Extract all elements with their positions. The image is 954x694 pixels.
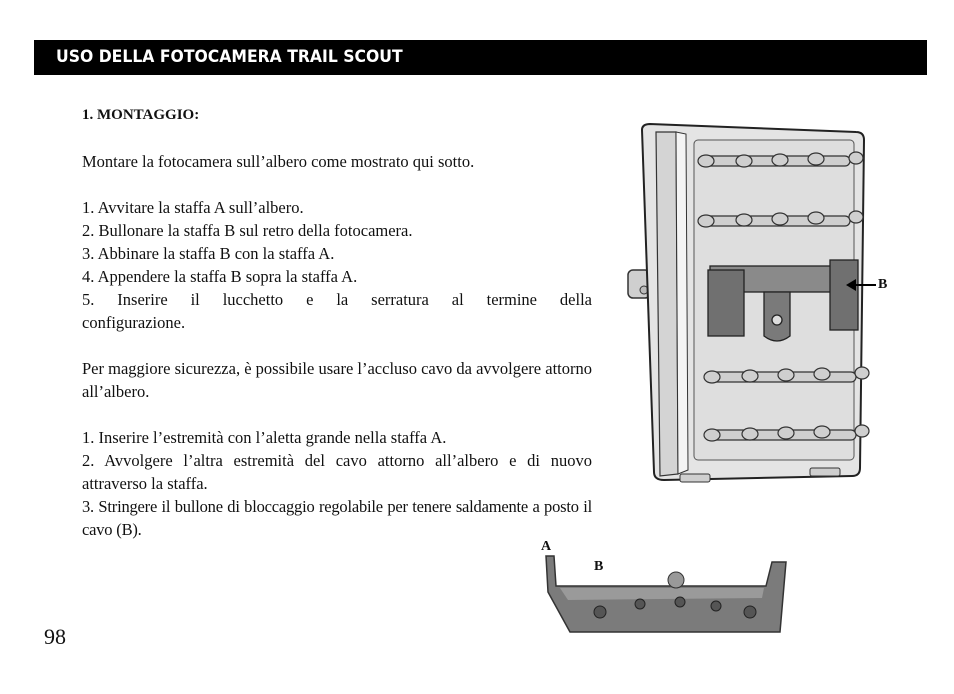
step-item: 5. Inserire il lucchetto e la serratura al termine della configurazione. [82,290,592,332]
bracket-illustration [540,552,790,642]
bracket-label-b: B [594,559,604,574]
step-item: 1. Avvitare la staffa A sull’albero. [82,198,304,217]
cable-step-item: 1. Inserire l’estremità con l’aletta grande nella staffa A. [82,428,447,447]
step-item: 3. Abbinare la staffa B con la staffa A. [82,244,335,263]
intro-paragraph: Montare la fotocamera sull’albero come mostrato qui sotto. [82,152,475,171]
step-item: 2. Bullonare la staffa B sul retro della fotocamera. [82,221,413,240]
bracket-label-a: A [541,539,552,554]
cable-step-item: 3. Stringere il bullone di bloccaggio regolabile per tenere saldamente a posto il cavo (B). [82,497,592,539]
section-title: USO DELLA FOTOCAMERA TRAIL SCOUT [56,47,403,67]
body-text [82,104,592,541]
section-header-bar [34,40,927,75]
cable-step-item: 2. Avvolgere l’altra estremità del cavo attorno all’albero e di nuovo attraverso la staffa. [82,451,592,493]
camera-illustration [620,118,920,493]
section-heading: 1. MONTAGGIO: [82,107,200,123]
security-note: Per maggiore sicurezza, è possibile usare l’accluso cavo da avvolgere attorno all’albero. [82,359,592,401]
step-item: 4. Appendere la staffa B sopra la staffa A. [82,267,358,286]
mounting-bracket-b [708,260,858,341]
page-number: 98 [44,624,66,649]
camera-label-b: B [878,277,888,292]
